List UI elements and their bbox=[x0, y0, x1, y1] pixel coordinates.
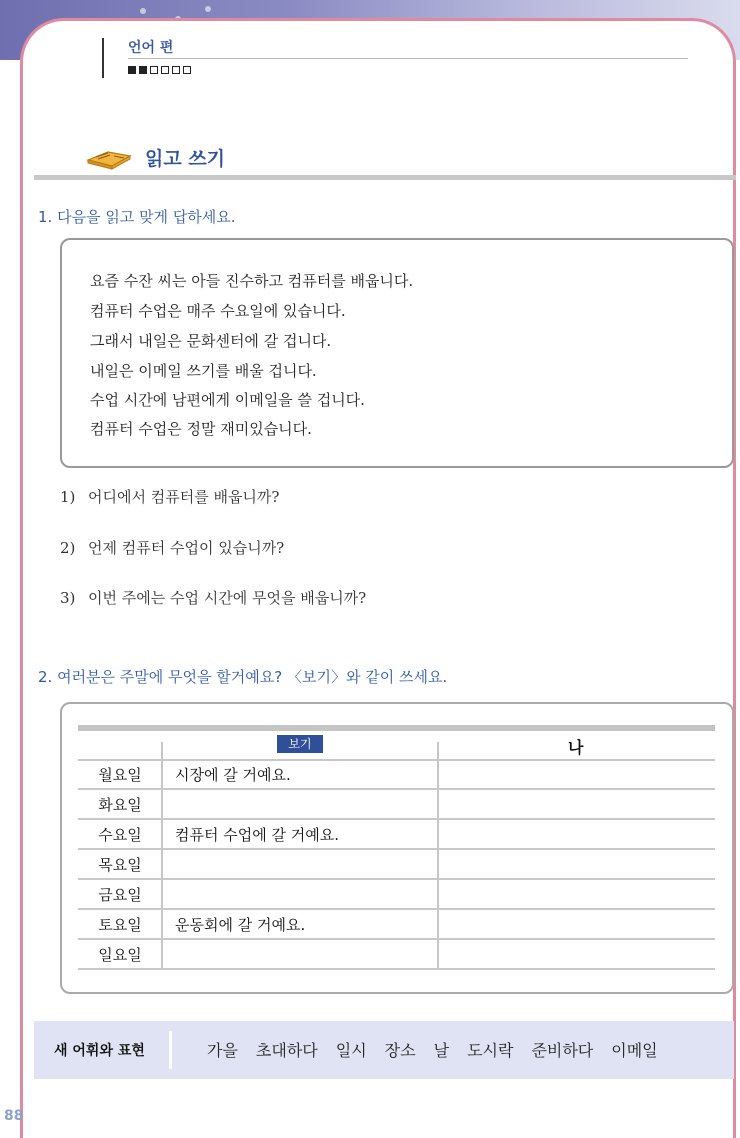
reading-passage-box bbox=[60, 238, 734, 468]
passage-line: 내일은 이메일 쓰기를 배울 겁니다. bbox=[90, 362, 317, 380]
progress-square bbox=[139, 66, 147, 74]
table-row-divider bbox=[78, 788, 715, 790]
passage-line: 그래서 내일은 문화센터에 갈 겁니다. bbox=[90, 332, 332, 350]
table-row-day: 목요일 bbox=[98, 856, 142, 874]
table-row-divider bbox=[78, 878, 715, 880]
table-row-day: 토요일 bbox=[98, 916, 142, 934]
question-number: 3) bbox=[60, 589, 76, 607]
page-number: 88 bbox=[4, 1108, 24, 1124]
table-row-divider bbox=[78, 938, 715, 940]
table-row-divider bbox=[78, 848, 715, 850]
table-row-example: 시장에 갈 거예요. bbox=[175, 766, 291, 784]
passage-line: 컴퓨터 수업은 매주 수요일에 있습니다. bbox=[90, 302, 346, 320]
vocabulary-word: 일시 bbox=[335, 1041, 367, 1060]
sparkle-decoration bbox=[140, 8, 146, 14]
question-number: 1) bbox=[60, 488, 76, 506]
vocabulary-word: 가을 bbox=[207, 1041, 238, 1060]
table-row-divider bbox=[78, 968, 715, 970]
table-row-day: 월요일 bbox=[98, 766, 142, 784]
table-row-example: 컴퓨터 수업에 갈 거예요. bbox=[175, 826, 339, 844]
question-text: 이번 주에는 수업 시간에 무엇을 배웁니까? bbox=[88, 589, 367, 607]
book-icon bbox=[84, 142, 134, 172]
question-text: 언제 컴퓨터 수업이 있습니까? bbox=[88, 539, 285, 557]
progress-indicator bbox=[128, 66, 191, 74]
question-item bbox=[60, 537, 284, 558]
table-row-divider bbox=[78, 818, 715, 820]
example-column-header: 보기 bbox=[277, 735, 323, 753]
table-row-day: 일요일 bbox=[98, 946, 142, 964]
me-column-header: 나 bbox=[568, 738, 584, 757]
progress-square bbox=[172, 66, 180, 74]
sparkle-decoration bbox=[205, 6, 211, 12]
vocabulary-words bbox=[207, 1038, 658, 1061]
vocabulary-word: 장소 bbox=[384, 1041, 416, 1060]
question-number: 2) bbox=[60, 539, 76, 557]
table-row-day: 화요일 bbox=[98, 796, 142, 814]
section-rule bbox=[34, 175, 736, 180]
progress-square bbox=[183, 66, 191, 74]
section-title: 읽고 쓰기 bbox=[145, 148, 226, 170]
table-row-divider bbox=[78, 759, 715, 761]
table-column-divider bbox=[437, 742, 439, 970]
table-row-example: 운동회에 갈 거예요. bbox=[175, 916, 306, 934]
passage-line: 수업 시간에 남편에게 이메일을 쓸 겁니다. bbox=[90, 391, 365, 409]
question-1-instruction: 1. 다음을 읽고 맞게 답하세요. bbox=[38, 208, 236, 226]
question-item bbox=[60, 486, 279, 507]
vocabulary-word: 도시락 bbox=[467, 1041, 514, 1060]
vocabulary-label: 새 어휘와 표현 bbox=[54, 1043, 145, 1059]
question-2-instruction: 2. 여러분은 주말에 무엇을 할거예요? 〈보기〉와 같이 쓰세요. bbox=[38, 668, 448, 686]
vocabulary-word: 준비하다 bbox=[531, 1041, 594, 1060]
vocabulary-word: 날 bbox=[433, 1041, 450, 1060]
progress-square bbox=[128, 66, 136, 74]
table-row-day: 금요일 bbox=[98, 886, 142, 904]
vocabulary-word: 초대하다 bbox=[255, 1041, 318, 1060]
progress-square bbox=[150, 66, 158, 74]
vocabulary-word: 이메일 bbox=[611, 1041, 658, 1060]
chapter-title: 언어 편 bbox=[128, 40, 174, 56]
table-row-day: 수요일 bbox=[98, 826, 142, 844]
passage-line: 컴퓨터 수업은 정말 재미있습니다. bbox=[90, 420, 312, 438]
progress-square bbox=[161, 66, 169, 74]
header-rule bbox=[128, 58, 688, 59]
question-text: 어디에서 컴퓨터를 배웁니까? bbox=[88, 488, 280, 506]
question-item bbox=[60, 587, 366, 608]
vocabulary-divider bbox=[169, 1031, 172, 1069]
table-row-divider bbox=[78, 908, 715, 910]
passage-line: 요즘 수잔 씨는 아들 진수하고 컴퓨터를 배웁니다. bbox=[90, 272, 414, 290]
table-top-rule bbox=[78, 725, 715, 731]
vocabulary-box bbox=[34, 1021, 734, 1079]
header-divider bbox=[102, 38, 104, 78]
